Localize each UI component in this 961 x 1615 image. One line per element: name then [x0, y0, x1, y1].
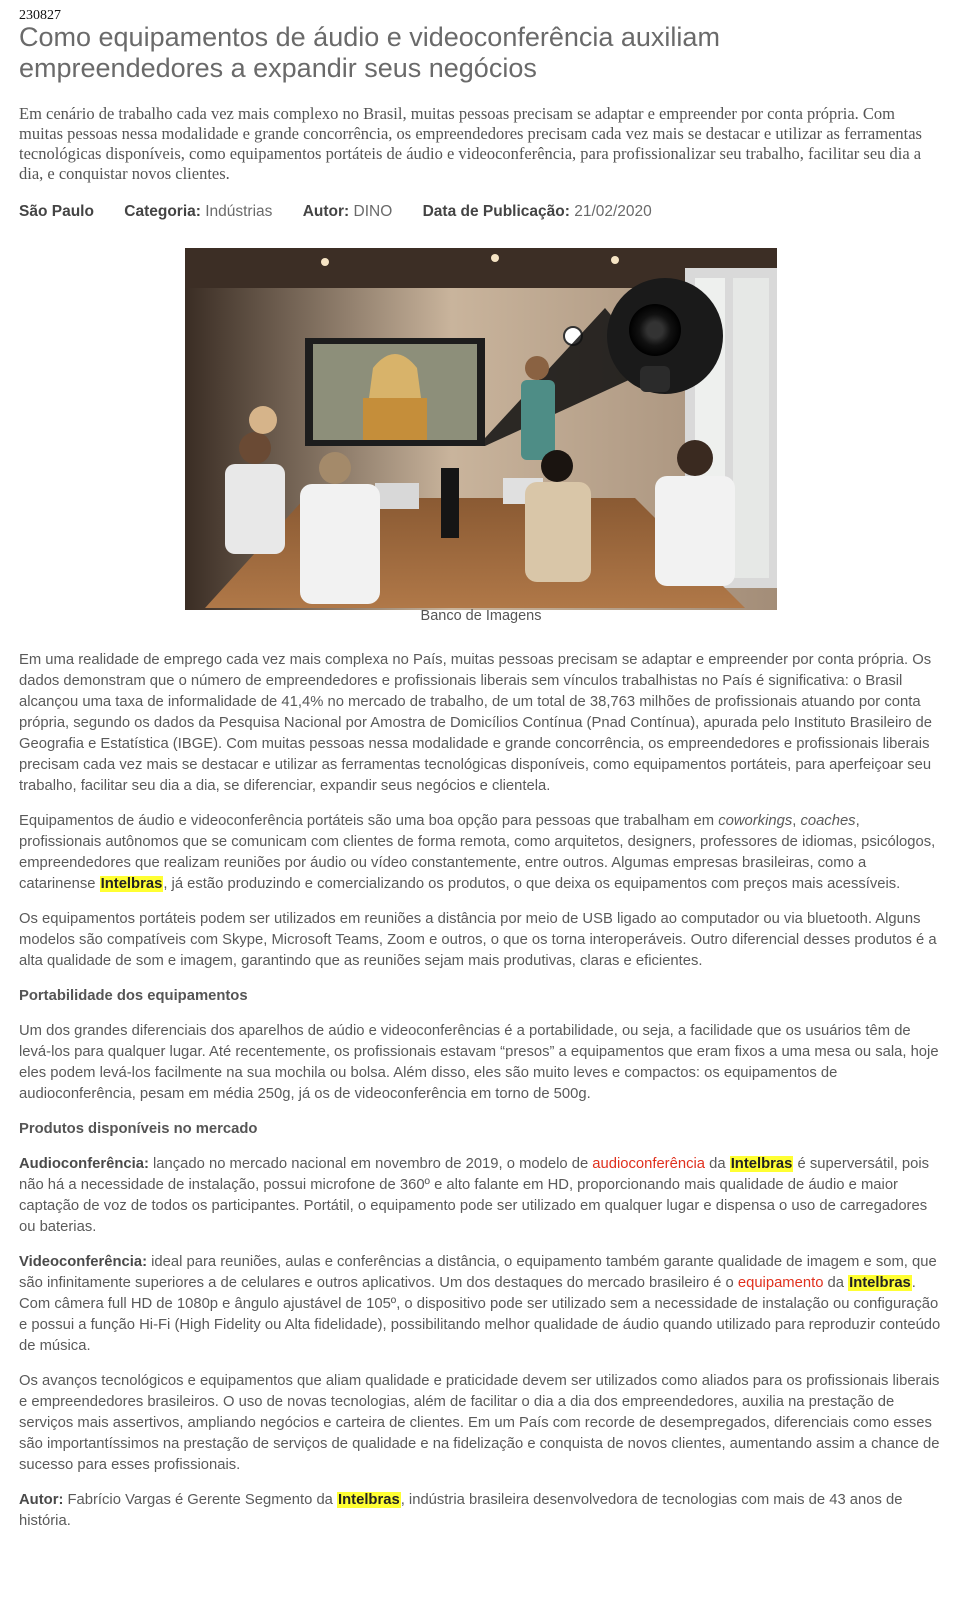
- article-meta: [19, 203, 929, 221]
- audioconference-link[interactable]: audioconferência: [592, 1156, 705, 1172]
- brand-highlight: Intelbras: [338, 1492, 400, 1508]
- meta-date: Data de Publicação: 21/02/2020: [422, 203, 652, 220]
- subheading-products: Produtos disponíveis no mercado: [19, 1121, 258, 1137]
- meta-author: Autor: DINO: [302, 203, 393, 220]
- paragraph-author: Autor: Fabrício Vargas é Gerente Segmento da Intelbras, indústria brasileira desenvolvedora de tecnologias com mais de 43 anos de história.: [19, 1492, 903, 1529]
- brand-highlight: Intelbras: [849, 1275, 911, 1291]
- paragraph-4: Um dos grandes diferenciais dos aparelhos de aúdio e videoconferências é a portabilidade, ou seja, a facilidade que os usuários têm de levá-los para qualquer lugar. Até recentemente, os profissionais estavam “presos” a equipamentos que eram fixos a uma mesa ou sala, hoje eles podem levá-los facilmente na sua mochila ou bolsa. Além disso, eles são muito leves e compactos: os equipamentos de audioconferência, pesam em média 250g, já os de videoconferência em torno de 500g.: [19, 1023, 939, 1102]
- clip-id: 230827: [19, 8, 61, 23]
- paragraph-3: Os equipamentos portáteis podem ser utilizados em reuniões a distância por meio de USB ligado ao computador ou via bluetooth. Alguns modelos são compatíveis com Skype, Microsoft Teams, Zoom e outros, o que os torna interoperáveis. Outro diferencial desses produtos é a alta qualidade de som e imagem, garantindo que as reuniões sejam mais produtivas, claras e eficientes.: [19, 911, 937, 969]
- article-body: [19, 650, 941, 1546]
- meta-category: Categoria: Indústrias: [124, 203, 273, 220]
- meta-location: São Paulo: [19, 203, 94, 220]
- conference-room-illustration: [185, 248, 777, 610]
- article-lead: Em cenário de trabalho cada vez mais complexo no Brasil, muitas pessoas precisam se adaptar e empreender por conta própria. Com muitas pessoas nessa modalidade e grande concorrência, os empreendedores precisam cada vez mais se destacar e utilizar as ferramentas tecnológicas disponíveis, como equipamentos portáteis de áudio e videoconferência, para profissionalizar seu trabalho, facilitar seu dia a dia, e conquistar novos clientes.: [19, 104, 922, 183]
- paragraph-audio: Audioconferência: lançado no mercado nacional em novembro de 2019, o modelo de audioconferência da Intelbras é superversátil, pois não há a necessidade de instalação, possui microfone de 360º e alto falante em HD, proporcionando mais qualidade de áudio e maior captação de voz de todos os participantes. Portátil, o equipamento pode ser utilizado em qualquer lugar e dispensa o uso de carregadores ou baterias.: [19, 1156, 930, 1235]
- brand-highlight: Intelbras: [100, 876, 163, 892]
- brand-highlight: Intelbras: [730, 1156, 793, 1172]
- photo-caption: Banco de Imagens: [420, 608, 542, 624]
- paragraph-1: Em uma realidade de emprego cada vez mais complexa no País, muitas pessoas precisam se adaptar e empreender por conta própria. Os dados demonstram que o número de empreendedores e profissionais liberais sem vínculos trabalhistas no País é significativa: o Brasil alcançou uma taxa de informalidade de 41,4% no mercado de trabalho, de um total de 38,763 milhões de profissionais atuando por conta própria, segundo os dados da Pesquisa Nacional por Amostra de Domicílios Contínua (Pnad Contínua), apurada pelo Instituto Brasileiro de Geografia e Estatística (IBGE). Com muitas pessoas nessa modalidade e grande concorrência, os empreendedores e profissionais liberais precisam cada vez mais se destacar e utilizar as ferramentas tecnológicas disponíveis, como equipamentos portáteis, para aperfeiçoar seu trabalho, facilitar seu dia a dia, se diferenciar, expandir seus negócios e clientela.: [19, 652, 933, 794]
- equipment-link[interactable]: equipamento: [737, 1275, 824, 1291]
- paragraph-2: Equipamentos de áudio e videoconferência portáteis são uma boa opção para pessoas que trabalham em coworkings, coaches, profissionais autônomos que se comunicam com clientes de forma remota, como arquitetos, designers, professores de idiomas, psicólogos, empreendedores que realizam reuniões por áudio ou vídeo constantemente, entre outros. Algumas empresas brasileiras, como a catarinense Intelbras, já estão produzindo e comercializando os produtos, o que deixa os equipamentos com preços mais acessíveis.: [19, 813, 936, 892]
- paragraph-7: Os avanços tecnológicos e equipamentos que aliam qualidade e praticidade devem ser utilizados como aliados para os profissionais liberais e empreendedores brasileiros. O uso de novas tecnologias, além de facilitar o dia a dia dos empreendedores, auxilia na prestação de serviços mais assertivos, ampliando negócios e carteira de clientes. Em um País com recorde de desempregados, diferenciais como esses são importantíssimos na prestação de serviços de qualidade e na fidelização e conquista de novos clientes, aumentando assim a chance de sucesso para esses profissionais.: [19, 1373, 940, 1473]
- article-photo: [185, 248, 777, 610]
- article-headline: Como equipamentos de áudio e videoconferência auxiliam empreendedores a expandir seus negócios: [19, 22, 720, 83]
- subheading-portability: Portabilidade dos equipamentos: [19, 988, 248, 1004]
- paragraph-video: Videoconferência: ideal para reuniões, aulas e conferências a distância, o equipamento também garante qualidade de imagem e som, que são infinitamente superiores a de celulares e outros aplicativos. Um dos destaques do mercado brasileiro é o equipamento da Intelbras. Com câmera full HD de 1080p e ângulo ajustável de 105º, o dispositivo pode ser utilizado sem a necessidade de instalação ou configuração e possui a função Hi-Fi (High Fidelity ou Alta fidelidade), possibilitando melhor qualidade de áudio quando utilizado para reproduzir conteúdo de música.: [19, 1254, 941, 1354]
